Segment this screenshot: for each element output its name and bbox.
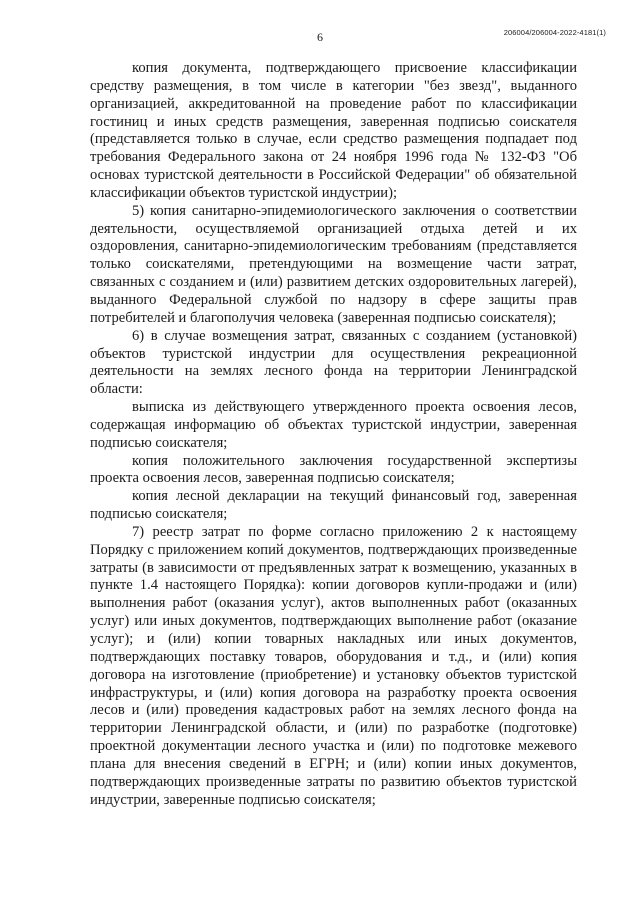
document-id: 206004/206004-2022-4181(1) <box>503 28 606 37</box>
paragraph-forest-declaration-copy: копия лесной декларации на текущий финансовый год, заверенная подписью соискателя; <box>90 488 577 523</box>
paragraph-forest-project-extract: выписка из действующего утвержденного проекта освоения лесов, содержащая информацию об объектах туристской индустрии, заверенная подписью соискателя; <box>90 399 577 451</box>
document-body <box>90 60 577 809</box>
paragraph-item-6: 6) в случае возмещения затрат, связанных с созданием (установкой) объектов туристской индустрии для осуществления рекреационной деятельности на землях лесного фонда на территории Ленинградской области: <box>90 327 577 398</box>
paragraph-classification-copy: копия документа, подтверждающего присвоение классификации средству размещения, в том числе в категории "без звезд", выданного организацией, аккредитованной на проведение работ по классификации гостиниц и иных средств размещения, заверенная подписью соискателя (представляется только в случае, если средство размещения подпадает под требования Федерального закона от 24 ноября 1996 года № 132-ФЗ "Об основах туристской деятельности в Российской Федерации" об обязательной классификации объектов туристской индустрии); <box>90 60 577 201</box>
paragraph-item-5: 5) копия санитарно-эпидемиологического заключения о соответствии деятельности, осуществляемой организацией отдыха детей и их оздоровления, санитарно-эпидемиологическим требованиям (представляется только соискателями, претендующими на возмещение части затрат, связанных с созданием и (или) развитием детских оздоровительных лагерей), выданного Федеральной службой по надзору в сфере защиты прав потребителей и благополучия человека (заверенная подписью соискателя); <box>90 202 577 326</box>
page-number: 6 <box>317 30 323 44</box>
paragraph-state-expertise-copy: копия положительного заключения государственной экспертизы проекта освоения лесов, заверенная подписью соискателя; <box>90 452 577 487</box>
paragraph-item-7: 7) реестр затрат по форме согласно приложению 2 к настоящему Порядку с приложением копий документов, подтверждающих произведенные затраты (в зависимости от предъявленных затрат к возмещению, указанных в пункте 1.4 настоящего Порядка): копии договоров купли-продажи и (или) выполнения работ (оказания услуг), актов выполненных работ (оказанных услуг) или иных документов, подтверждающих выполнение работ (оказание услуг); и (или) копии товарных накладных или иных документов, подтверждающих поставку товаров, оборудования и т.д., и (или) копия договора на изготовление (приобретение) и установку объектов туристской инфраструктуры, и (или) копия договора на разработку проекта освоения лесов и (или) проведения кадастровых работ на землях лесного фонда на территории Ленинградской области, и (или) по разработке (подготовке) проектной документации лесного участка и (или) по подготовке межевого плана для внесения сведений в ЕГРН; и (или) копии иных документов, подтверждающих произведенные затраты по развитию объектов туристской индустрии, заверенные подписью соискателя; <box>90 523 577 808</box>
